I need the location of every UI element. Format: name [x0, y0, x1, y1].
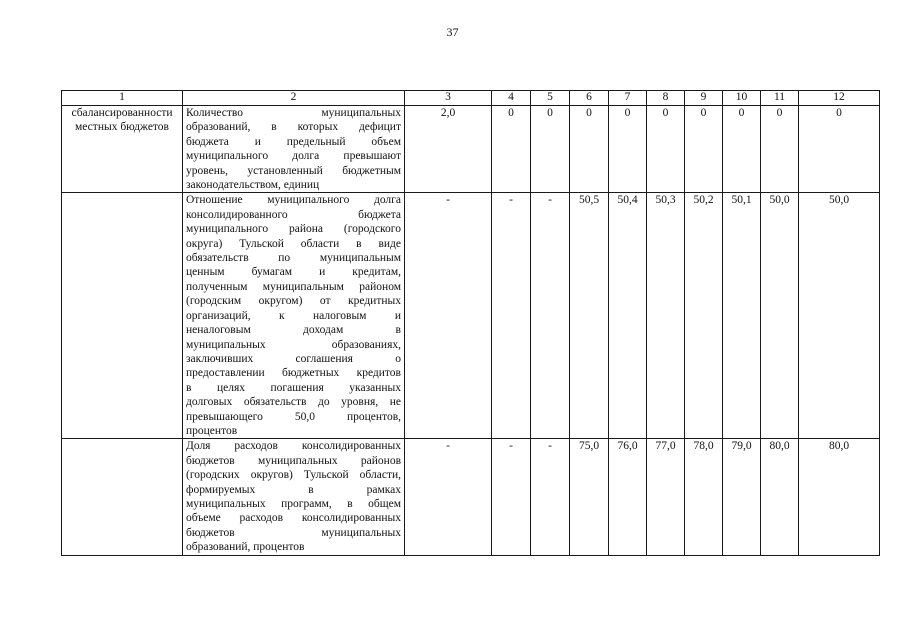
- indicator-line: бюджетов муниципальных районов: [186, 454, 401, 467]
- indicator-line: долговых обязательств до уровня, не: [186, 396, 401, 409]
- column-number-10: 10: [723, 91, 761, 106]
- value-cell-col-3: -: [405, 193, 492, 439]
- indicator-line: ценным бумагам и кредитам,: [186, 266, 401, 279]
- header-row: [62, 91, 880, 106]
- value-cell-col-10: 50,1: [723, 193, 761, 439]
- column-number-5: 5: [531, 91, 570, 106]
- table-row: [62, 439, 880, 555]
- indicator-line: законодательством, единиц: [186, 179, 320, 192]
- indicator-line: образований, процентов: [186, 541, 305, 554]
- value-cell-col-9: 78,0: [685, 439, 723, 555]
- indicator-line: муниципального долга превышают: [186, 150, 401, 163]
- indicator-line: неналоговым доходам в: [186, 324, 401, 337]
- indicator-line: муниципальных образованиях,: [186, 338, 401, 351]
- value-cell-col-7: 0: [609, 106, 647, 193]
- table-body: [62, 91, 880, 556]
- value-cell-col-8: 77,0: [647, 439, 685, 555]
- column-number-12: 12: [799, 91, 880, 106]
- indicator-cell: [183, 193, 405, 439]
- category-line: сбалансированности: [71, 107, 173, 119]
- value-cell-col-12: 80,0: [799, 439, 880, 555]
- value-cell-col-5: -: [531, 439, 570, 555]
- value-cell-col-5: -: [531, 193, 570, 439]
- value-cell-col-3: -: [405, 439, 492, 555]
- indicator-line: (городским округом) от кредитных: [186, 295, 401, 308]
- indicators-table: [61, 90, 880, 556]
- value-cell-col-3: 2,0: [405, 106, 492, 193]
- indicator-line: в целях погашения указанных: [186, 381, 401, 394]
- column-number-8: 8: [647, 91, 685, 106]
- indicator-line: предоставлении бюджетных кредитов: [186, 367, 401, 380]
- indicator-line: обязательств по муниципальным: [186, 252, 401, 265]
- column-number-3: 3: [405, 91, 492, 106]
- column-number-7: 7: [609, 91, 647, 106]
- indicator-line: уровень, установленный бюджетным: [186, 164, 401, 177]
- value-cell-col-5: 0: [531, 106, 570, 193]
- indicator-line: процентов: [186, 424, 238, 437]
- value-cell-col-7: 76,0: [609, 439, 647, 555]
- indicator-line: Доля расходов консолидированных: [186, 440, 401, 453]
- value-cell-col-12: 0: [799, 106, 880, 193]
- indicator-line: бюджетов муниципальных: [186, 526, 401, 539]
- value-cell-col-10: 79,0: [723, 439, 761, 555]
- column-number-11: 11: [761, 91, 799, 106]
- category-cell: [62, 439, 183, 555]
- column-number-2: 2: [183, 91, 405, 106]
- value-cell-col-6: 50,5: [570, 193, 609, 439]
- indicator-line: превышающего 50,0 процентов,: [186, 410, 401, 423]
- indicator-line: формируемых в рамках: [186, 483, 401, 496]
- indicator-line: организаций, к налоговым и: [186, 309, 401, 322]
- table-row: [62, 106, 880, 193]
- indicator-line: полученным муниципальным районом: [186, 280, 401, 293]
- value-cell-col-10: 0: [723, 106, 761, 193]
- value-cell-col-9: 0: [685, 106, 723, 193]
- indicator-line: (городских округов) Тульской области,: [186, 469, 401, 482]
- column-number-6: 6: [570, 91, 609, 106]
- indicator-cell: [183, 106, 405, 193]
- value-cell-col-12: 50,0: [799, 193, 880, 439]
- indicator-line: муниципального района (городского: [186, 223, 401, 236]
- value-cell-col-11: 0: [761, 106, 799, 193]
- indicator-line: консолидированного бюджета: [186, 208, 401, 221]
- value-cell-col-11: 50,0: [761, 193, 799, 439]
- value-cell-col-4: -: [492, 439, 531, 555]
- indicator-line: округа) Тульской области в виде: [186, 237, 401, 250]
- category-line: местных бюджетов: [75, 121, 169, 134]
- value-cell-col-8: 50,3: [647, 193, 685, 439]
- category-cell: [62, 106, 183, 193]
- indicator-line: Количество муниципальных: [186, 107, 401, 119]
- value-cell-col-9: 50,2: [685, 193, 723, 439]
- column-number-1: 1: [62, 91, 183, 106]
- column-number-9: 9: [685, 91, 723, 106]
- value-cell-col-4: -: [492, 193, 531, 439]
- value-cell-col-11: 80,0: [761, 439, 799, 555]
- indicator-line: заключивших соглашения о: [186, 352, 401, 365]
- column-number-4: 4: [492, 91, 531, 106]
- value-cell-col-6: 75,0: [570, 439, 609, 555]
- page-number: 37: [446, 25, 459, 39]
- category-cell: [62, 193, 183, 439]
- indicator-line: образований, в которых дефицит: [186, 121, 401, 134]
- value-cell-col-4: 0: [492, 106, 531, 193]
- indicator-line: бюджета и предельный объем: [186, 135, 401, 148]
- indicator-line: муниципальных программ, в общем: [186, 497, 401, 510]
- value-cell-col-7: 50,4: [609, 193, 647, 439]
- indicator-line: объеме расходов консолидированных: [186, 512, 401, 525]
- table-row: [62, 193, 880, 439]
- value-cell-col-8: 0: [647, 106, 685, 193]
- indicator-line: Отношение муниципального долга: [186, 194, 401, 207]
- value-cell-col-6: 0: [570, 106, 609, 193]
- indicator-cell: [183, 439, 405, 555]
